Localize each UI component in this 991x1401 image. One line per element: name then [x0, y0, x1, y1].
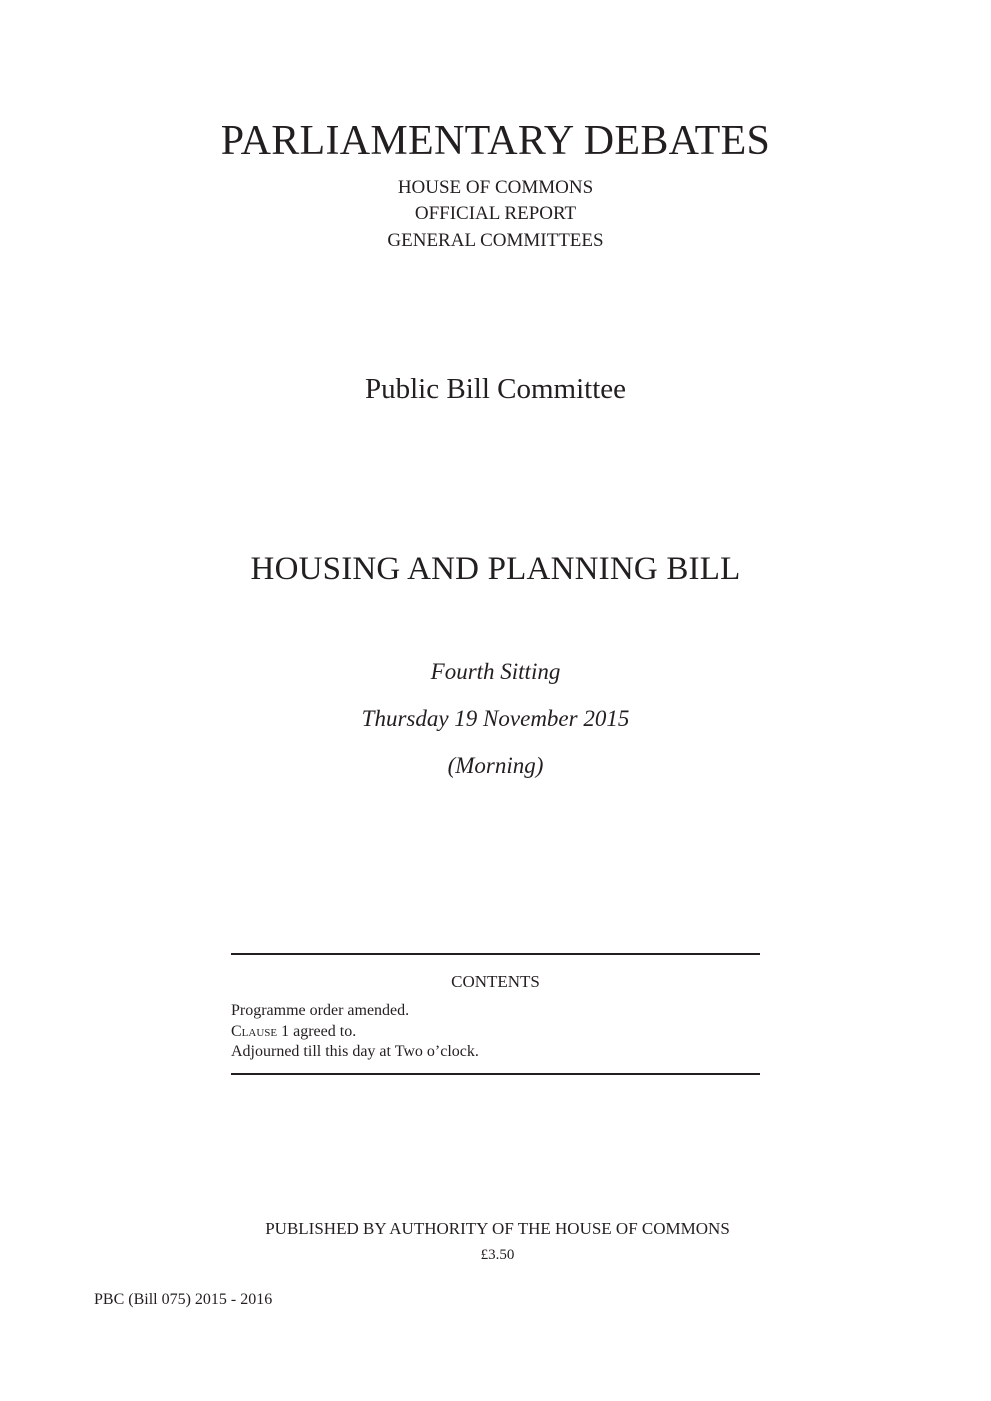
document-reference: PBC (Bill 075) 2015 - 2016 — [94, 1291, 273, 1308]
contents-item-text: 1 agreed to. — [277, 1022, 357, 1040]
subtitle-report: OFFICIAL REPORT — [414, 203, 577, 224]
subtitle-committees: GENERAL COMMITTEES — [387, 230, 604, 251]
bill-title: HOUSING AND PLANNING BILL — [250, 551, 741, 587]
subtitle-house: HOUSE OF COMMONS — [397, 177, 594, 198]
contents-item — [231, 1042, 760, 1063]
committee-name: Public Bill Committee — [365, 373, 626, 405]
price: £3.50 — [480, 1247, 515, 1263]
publisher-statement: PUBLISHED BY AUTHORITY OF THE HOUSE OF COMMONS — [265, 1219, 730, 1238]
document-title: PARLIAMENTARY DEBATES — [220, 118, 771, 164]
sitting-session: (Morning) — [447, 753, 544, 778]
contents-heading: CONTENTS — [451, 972, 540, 991]
contents-list — [231, 1001, 760, 1063]
contents-item — [231, 1001, 760, 1022]
sitting-name: Fourth Sitting — [430, 659, 561, 684]
sitting-date: Thursday 19 November 2015 — [361, 706, 630, 731]
contents-item-prefix: Clause — [231, 1022, 278, 1040]
contents-item — [231, 1022, 760, 1043]
contents-item-text: Adjourned till this day at Two o’clock. — [231, 1043, 479, 1060]
contents-bottom-rule — [231, 1073, 760, 1075]
contents-item-text: Programme order amended. — [231, 1002, 410, 1019]
contents-top-rule — [231, 953, 760, 955]
